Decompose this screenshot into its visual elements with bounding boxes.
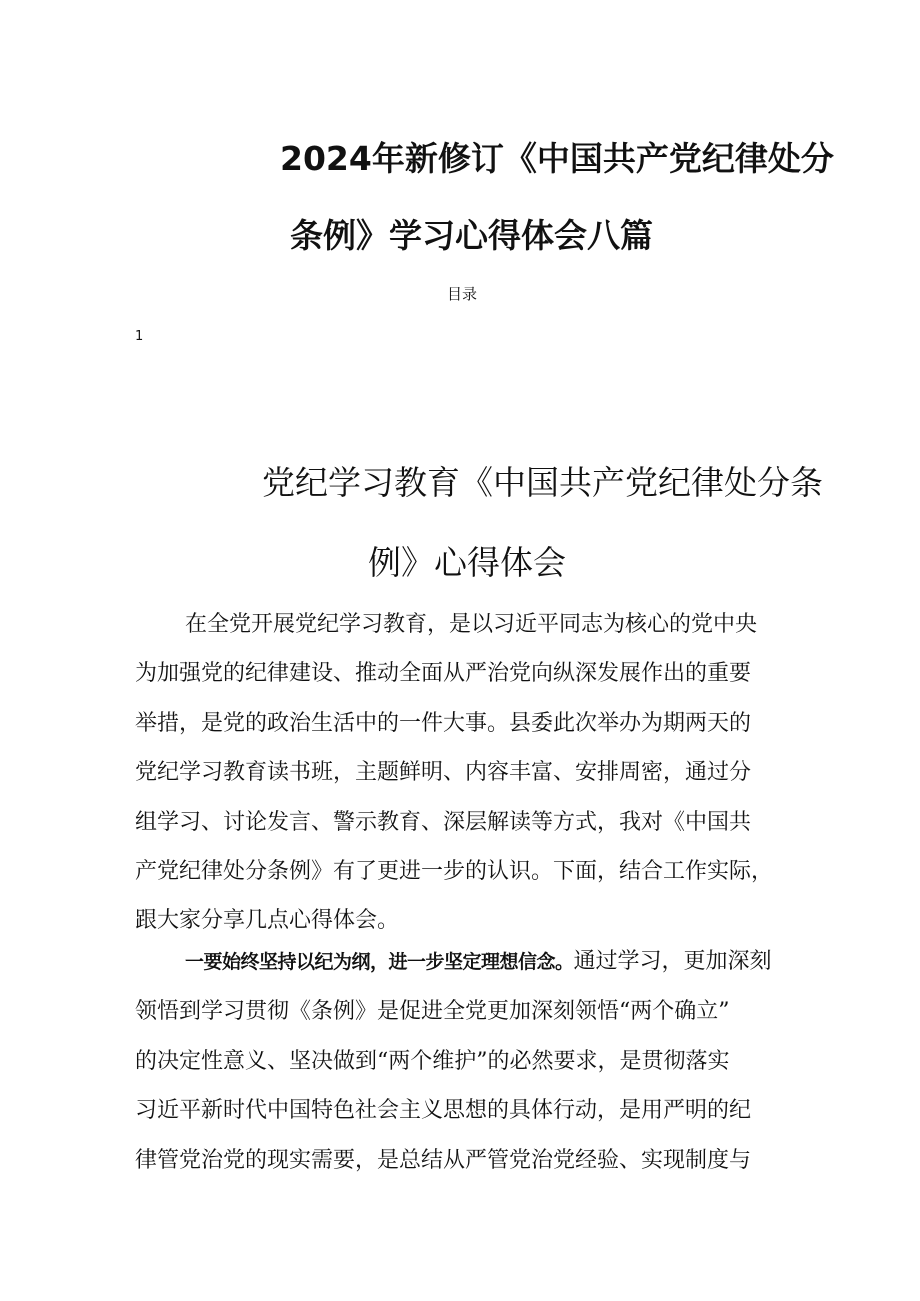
- paragraph-line: 在全党开展党纪学习教育，是以习近平同志为核心的党中央: [185, 612, 758, 637]
- paragraph-line: 举措，是党的政治生活中的一件大事。县委此次举办为期两天的: [135, 710, 752, 736]
- paragraph-line-rest: 通过学习，更加深刻: [573, 949, 772, 974]
- paragraph-line: 组学习、讨论发言、警示教育、深层解读等方式，我对《中国共: [135, 809, 752, 835]
- paragraph-lead-sentence: 一要始终坚持以纪为纲，进一步坚定理想信念。: [185, 951, 574, 973]
- paragraph-line: 产党纪律处分条例》有了更进一步的认识。下面，结合工作实际，: [135, 859, 774, 885]
- paragraph-line: 领悟到学习贯彻《条例》是促进全党更加深刻领悟“两个确立”: [135, 999, 730, 1025]
- paragraph-line: 为加强党的纪律建设、推动全面从严治党向纵深发展作出的重要: [135, 661, 752, 687]
- paragraph-line: 的决定性意义、坚决做到“两个维护”的必然要求，是贯彻落实: [135, 1048, 730, 1074]
- toc-heading: 目录: [447, 285, 478, 303]
- section-title-line-1: 党纪学习教育《中国共产党纪律处分条: [262, 463, 823, 502]
- paragraph-line: 习近平新时代中国特色社会主义思想的具体行动，是用严明的纪: [135, 1098, 752, 1124]
- paragraph-point-one: [135, 937, 807, 1185]
- section-title-line-2: 例》心得体会: [368, 543, 566, 582]
- paragraph-line: 党纪学习教育读书班，主题鲜明、内容丰富、安排周密，通过分: [135, 760, 752, 786]
- paragraph-first-line: [135, 937, 807, 987]
- document-title-line-2: 条例》学习心得体会八篇: [290, 216, 653, 255]
- document-title-line-1: 2024年新修订《中国共产党纪律处分: [280, 139, 834, 178]
- paragraph-line: 律管党治党的现实需要，是总结从严管党治党经验、实现制度与: [135, 1147, 752, 1173]
- paragraph-intro: [135, 600, 807, 946]
- paragraph-line: 跟大家分享几点心得体会。: [135, 908, 400, 934]
- toc-item-1[interactable]: 1: [135, 329, 144, 344]
